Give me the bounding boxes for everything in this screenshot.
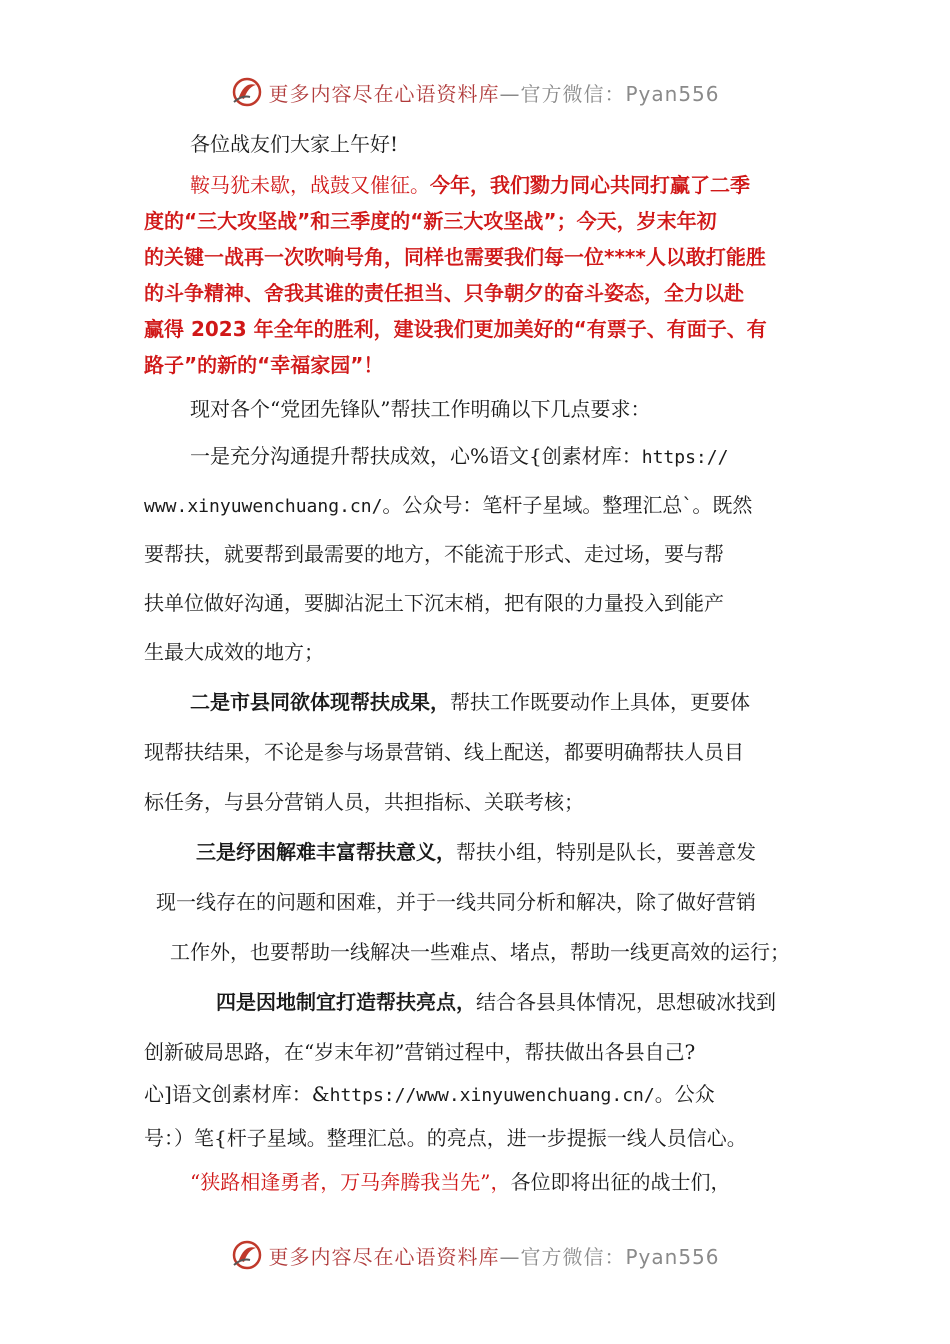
closing-quote: “狭路相逢勇者，万马奔腾我当先”， bbox=[190, 1170, 511, 1194]
p3-heading: 三是纾困解难丰富帮扶意义， bbox=[196, 840, 456, 864]
header-banner bbox=[0, 70, 950, 114]
greeting: 各位战友们大家上午好! bbox=[190, 132, 399, 156]
banner-text: 更多内容尽在心语资料库—官方微信：Pyan556 bbox=[268, 81, 720, 106]
p2-line-2: 现帮扶结果，不论是参与场景营销、线上配送，都要明确帮扶人员目 bbox=[144, 740, 744, 764]
p3-line-3: 工作外，也要帮助一线解决一些难点、堵点，帮助一线更高效的运行； bbox=[170, 940, 790, 964]
p3-line-2: 现一线存在的问题和困难，并于一线共同分析和解决，除了做好营销 bbox=[156, 890, 756, 914]
p1-line-4: 扶单位做好沟通，要脚沾泥土下沉末梢，把有限的力量投入到能产 bbox=[144, 591, 724, 615]
p2-line-3: 标任务，与县分营销人员，共担指标、关联考核； bbox=[144, 790, 584, 814]
banner-text: 更多内容尽在心语资料库—官方微信：Pyan556 bbox=[268, 1244, 720, 1269]
p2-line-1: 二是市县同欲体现帮扶成果，帮扶工作既要动作上具体，更要体 bbox=[190, 690, 750, 714]
logo-icon bbox=[230, 75, 264, 109]
intro-line-2: 度的“三大攻坚战”和三季度的“新三大攻坚战”；今天，岁末年初 bbox=[144, 209, 717, 233]
logo-icon bbox=[230, 1238, 264, 1272]
closing-line: “狭路相逢勇者，万马奔腾我当先”，各位即将出征的战士们， bbox=[190, 1170, 731, 1194]
intro-line-6: 路子”的新的“幸福家园”！ bbox=[144, 353, 384, 377]
p4-heading: 四是因地制宜打造帮扶亮点， bbox=[216, 990, 476, 1014]
p4-line-3: 心]语文创素材库：&https://www.xinyuwenchuang.cn/。公众 bbox=[144, 1082, 715, 1106]
p1-line-2: www.xinyuwenchuang.cn/。公众号：笔杆子星域。整理汇总`。既然 bbox=[144, 493, 753, 517]
requirements-intro: 现对各个“党团先锋队”帮扶工作明确以下几点要求： bbox=[190, 397, 651, 421]
p1-line-1: 一是充分沟通提升帮扶成效，心%语文{创素材库：https:// bbox=[190, 444, 729, 468]
intro-line-1: 鞍马犹未歇，战鼓又催征。今年，我们勠力同心共同打赢了二季 bbox=[190, 173, 750, 197]
intro-line-4: 的斗争精神、舍我其谁的责任担当、只争朝夕的奋斗姿态，全力以赴 bbox=[144, 281, 744, 305]
footer-banner bbox=[0, 1233, 950, 1277]
p1-line-5: 生最大成效的地方； bbox=[144, 640, 324, 664]
intro-line-3: 的关键一战再一次吹响号角，同样也需要我们每一位****人以敢打能胜 bbox=[144, 245, 766, 269]
intro-line-5: 赢得 2023 年全年的胜利，建设我们更加美好的“有票子、有面子、有 bbox=[144, 317, 767, 341]
p4-line-4: 号：）笔{杆子星域。整理汇总。的亮点，进一步提振一线人员信心。 bbox=[144, 1126, 747, 1150]
p1-line-3: 要帮扶，就要帮到最需要的地方，不能流于形式、走过场，要与帮 bbox=[144, 542, 724, 566]
p4-line-1: 四是因地制宜打造帮扶亮点，结合各县具体情况，思想破冰找到 bbox=[216, 990, 776, 1014]
p4-line-2: 创新破局思路，在“岁末年初”营销过程中，帮扶做出各县自己? bbox=[144, 1040, 696, 1064]
p2-heading: 二是市县同欲体现帮扶成果， bbox=[190, 690, 450, 714]
p3-line-1: 三是纾困解难丰富帮扶意义，帮扶小组，特别是队长，要善意发 bbox=[196, 840, 756, 864]
